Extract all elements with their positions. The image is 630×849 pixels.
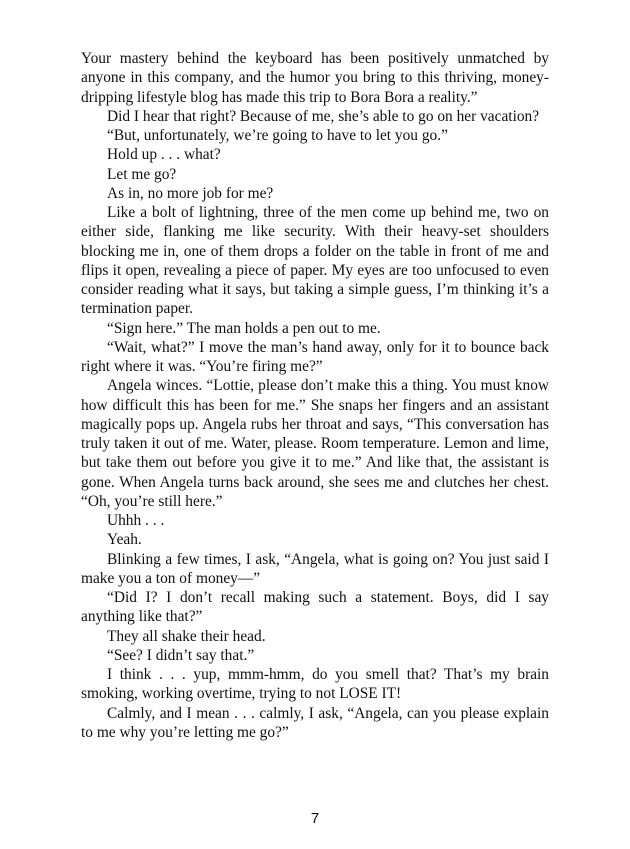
paragraph-9: “Wait, what?” I move the man’s hand away, only for it to bounce back right where it was. “You’re firing me?”: [81, 338, 549, 375]
page-number: 7: [310, 810, 320, 827]
paragraph-18: Calmly, and I mean . . . calmly, I ask, “Angela, can you please explain to me why you’re letting me go?”: [81, 704, 549, 741]
paragraph-7: Like a bolt of lightning, three of the men come up behind me, two on either side, flanking me like security. With their heavy-set shoulders blocking me in, one of them drops a folder on the table in front of me and flips it open, revealing a piece of paper. My eyes are too unfocused to even consider reading what it says, but taking a simple guess, I’m thinking it’s a termination paper.: [81, 204, 549, 318]
paragraph-2: Did I hear that right? Because of me, she’s able to go on her vacation?: [107, 107, 540, 125]
paragraph-11: Uhhh . . .: [107, 512, 165, 529]
paragraph-6: As in, no more job for me?: [107, 184, 274, 202]
paragraph-1: Your mastery behind the keyboard has been positively unmatched by anyone in this company, and the humor you bring to this thriving, money-dripping lifestyle blog has made this trip to Bora Bora a reality.”: [81, 50, 549, 106]
paragraph-16: “See? I didn’t say that.”: [107, 646, 255, 664]
paragraph-10: Angela winces. “Lottie, please don’t make this a thing. You must know how difficult this has been for me.” She snaps her fingers and an assistant magically pops up. Angela rubs her throat and says, “This conversation has truly taken it out of me. Water, please. Room temperature. Lemon and lime, but take them out before you give it to me.” And like that, the assistant is gone. When Angela turns back around, she sees me and clutches her chest. “Oh, you’re still here.”: [81, 377, 549, 510]
paragraph-5: Let me go?: [107, 165, 177, 183]
paragraph-15: They all shake their head.: [107, 627, 266, 645]
paragraph-12: Yeah.: [107, 531, 142, 549]
paragraph-4: Hold up . . . what?: [107, 146, 221, 164]
paragraph-3: “But, unfortunately, we’re going to have to let you go.”: [107, 127, 448, 144]
paragraph-8: “Sign here.” The man holds a pen out to me.: [107, 319, 381, 337]
page-body: [81, 49, 549, 742]
paragraph-13: Blinking a few times, I ask, “Angela, what is going on? You just said I make you a ton of money—”: [81, 550, 549, 587]
paragraph-17: I think . . . yup, mmm-hmm, do you smell that? That’s my brain smoking, working overtime, trying to not LOSE IT!: [81, 666, 549, 703]
paragraph-14: “Did I? I don’t recall making such a statement. Boys, did I say anything like that?”: [81, 589, 549, 626]
